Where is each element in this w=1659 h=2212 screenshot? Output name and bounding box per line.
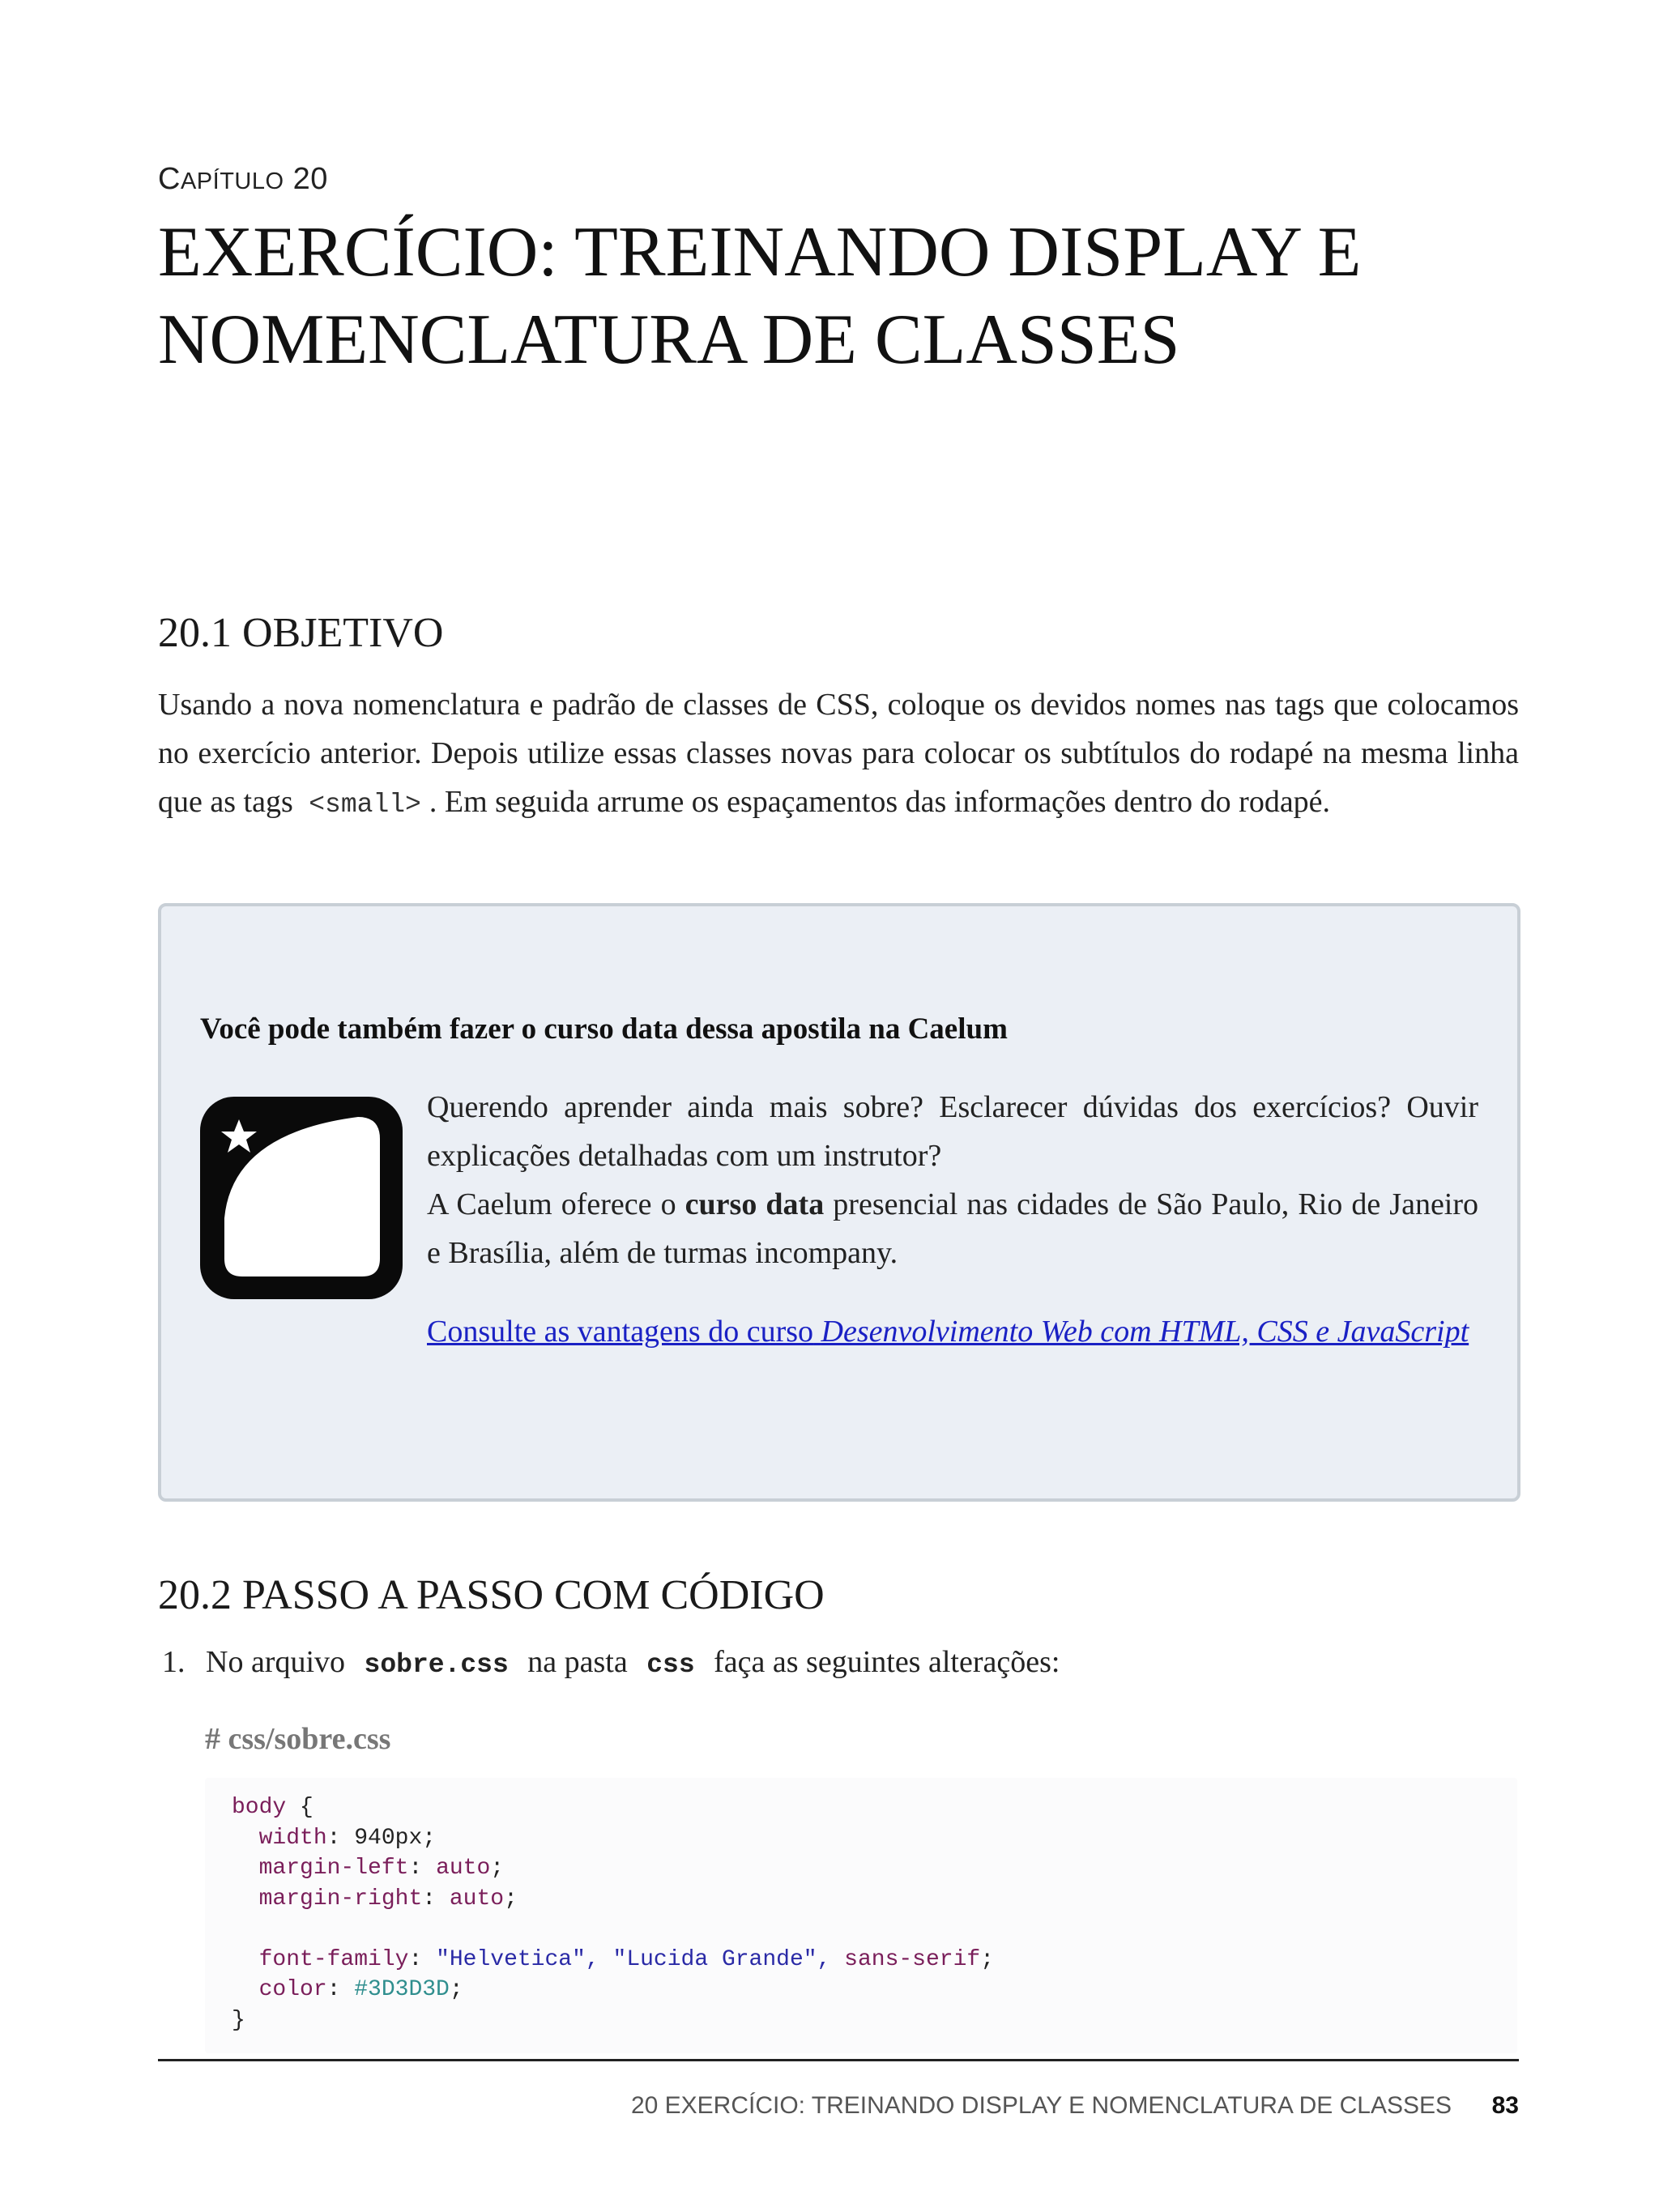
section-heading-objetivo: 20.1 OBJETIVO (158, 610, 444, 656)
chapter-label-word: APÍTULO (180, 168, 284, 194)
callout-bold-course: curso data (684, 1187, 825, 1221)
chapter-label (158, 162, 328, 197)
footer-chapter-title: 20 EXERCÍCIO: TREINANDO DISPLAY E NOMENCLATURA DE CLASSES (630, 2092, 1452, 2119)
code-caption: # css/sobre.css (205, 1722, 391, 1756)
page-number: 83 (1491, 2092, 1519, 2119)
chapter-label-initial: C (158, 162, 181, 196)
section-heading-passo-a-passo: 20.2 PASSO A PASSO COM CÓDIGO (158, 1572, 825, 1618)
inline-code-small: <small> (309, 790, 421, 820)
step-number: 1. (162, 1645, 186, 1679)
callout-title: Você pode também fazer o curso data dessa apostila na Caelum (200, 1012, 1008, 1046)
folder-name-code: css (646, 1650, 695, 1680)
code-block (205, 1778, 1517, 2053)
callout-link-line (200, 1307, 1478, 1356)
course-callout-box (158, 903, 1520, 1502)
caelum-logo-icon (200, 1097, 403, 1299)
step-item: 1. No arquivo sobre.css na pasta css faça as seguintes alterações: (162, 1638, 1499, 1690)
objective-paragraph: Usando a nova nomenclatura e padrão de classes de CSS, coloque os devidos nomes nas tags que colocamos no exercício anterior. Depois utilize essas classes novas para colocar os subtítulos do rodapé na mesma linha que as tags <small> . Em seguida arrume os espaçamentos das informações dentro do rodapé. (158, 688, 1519, 820)
chapter-number: 20 (292, 162, 328, 196)
file-name-code: sobre.css (364, 1650, 509, 1680)
footer-divider (158, 2059, 1519, 2061)
callout-text: Querendo aprender ainda mais sobre? Esclarecer dúvidas dos exercícios? Ouvir explicações detalhadas com um instrutor? A Caelum oferece o curso data presencial nas cidades de São Paulo, Rio de Janeiro e Brasília, além de turmas incompany. (427, 1090, 1479, 1270)
course-link[interactable]: Consulte as vantagens do curso Desenvolvimento Web com HTML, CSS e JavaScript (427, 1315, 1469, 1349)
code-listing: body { width: 940px; margin-left: auto; margin-right: auto; font-family: "Helvetica", "Lucida Grande", sans-serif; color: #3D3D3D; } (232, 1795, 995, 2033)
chapter-title: EXERCÍCIO: TREINANDO DISPLAY E NOMENCLATURA DE CLASSES (158, 213, 1362, 379)
